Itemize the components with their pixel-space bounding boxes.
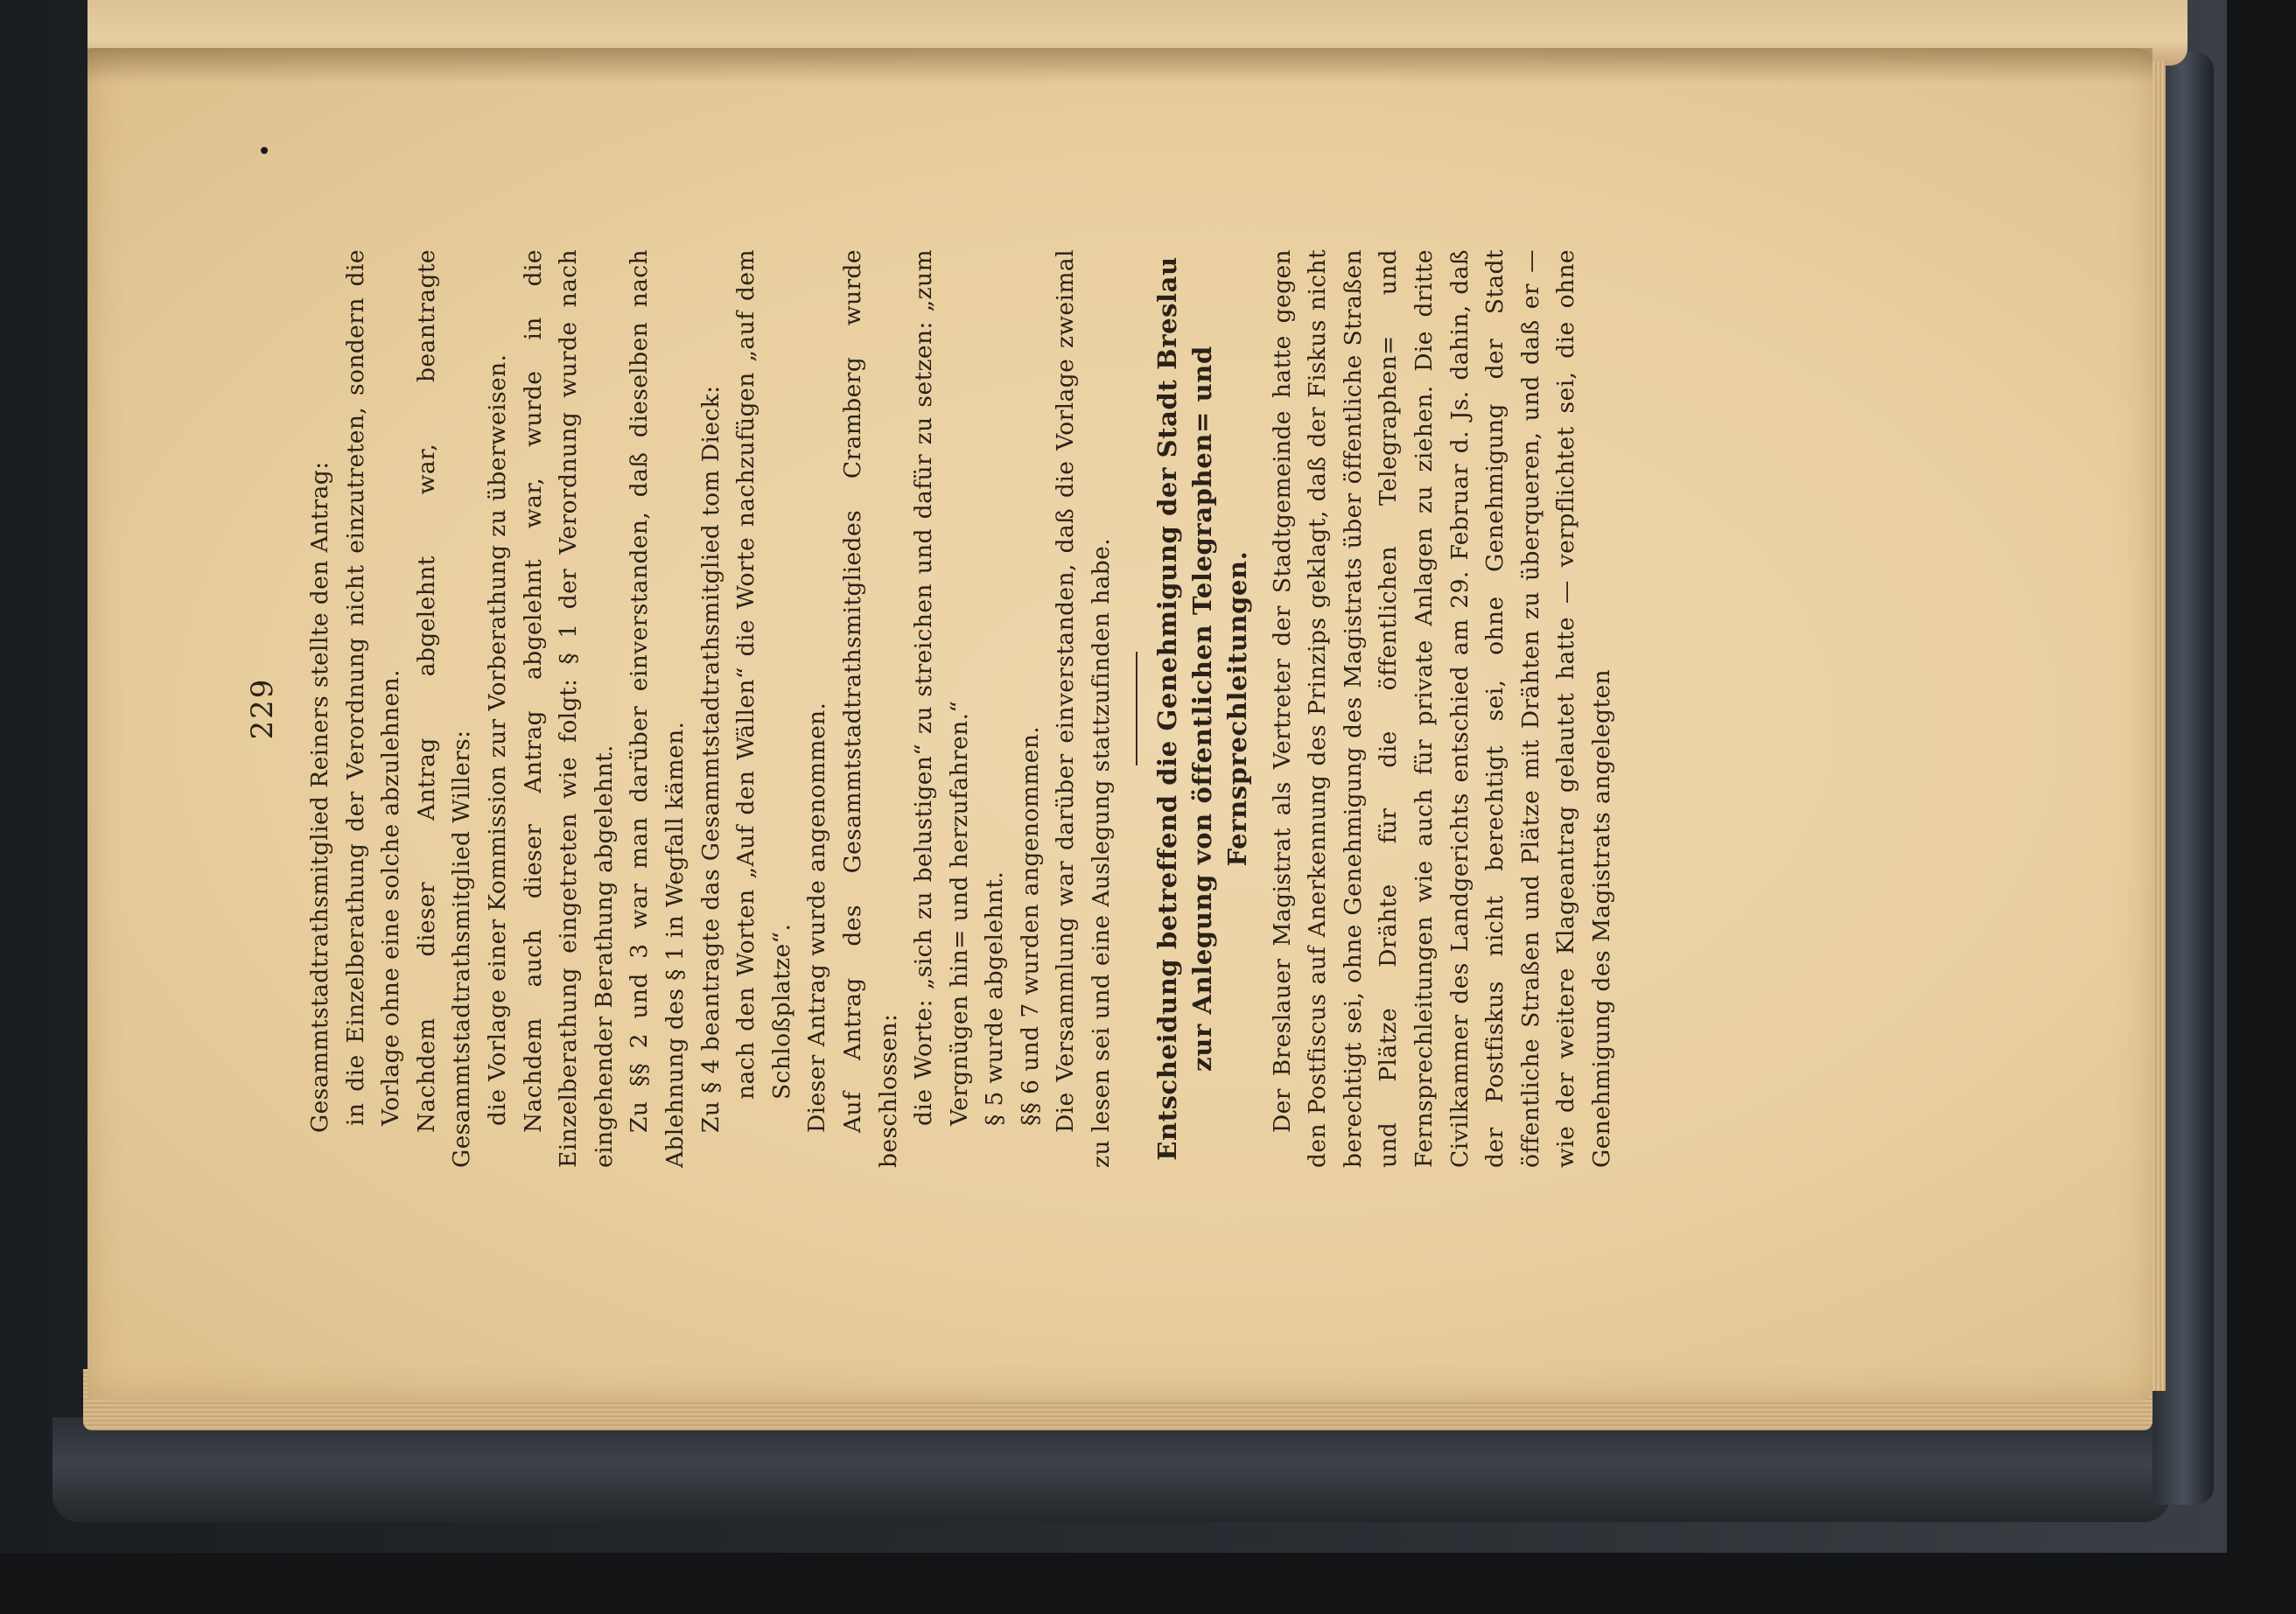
book-cover-edge-bottom bbox=[52, 1417, 2170, 1522]
paragraph: Gesammtstadtrathsmitglied Reiners stellte den Antrag: bbox=[306, 461, 333, 1133]
paragraph-quote: die Vorlage einer Kommission zur Vorberathung zu überweisen. bbox=[483, 353, 511, 1126]
paragraph: Nachdem auch dieser Antrag abgelehnt war, wurde in die Einzelberathung eingetreten wie folgt: § 1 der Verordnung wurde nach eingehender Berathung abgelehnt. bbox=[519, 249, 618, 1168]
paragraph: § 5 wurde abgelehnt. bbox=[981, 870, 1009, 1126]
spine-shadow bbox=[88, 48, 2152, 83]
page-text-rotated bbox=[245, 249, 1615, 1168]
paragraph-quote: die Worte: „sich zu belustigen“ zu streichen und dafür zu setzen: „zum Vergnügen hin= und herzufahren.“ bbox=[910, 249, 973, 1126]
paragraph: Zu §§ 2 und 3 war man darüber einverstanden, daß dieselben nach Ablehnung des § 1 in Wegfall kämen. bbox=[626, 249, 689, 1168]
paragraph: Der Breslauer Magistrat als Vertreter der Stadtgemeinde hatte gegen den Postfiscus auf Anerkennung des Prinzips geklagt, daß der Fiskus nicht berechtigt sei, ohne Genehmigung des Magistrats über öffentliche Straßen und Plätze Drähte für die öffentlichen Telegraphen= und Fernsprechleitungen wie auch für private Anlagen zu ziehen. Die dritte Civilkammer des Landgerichts entschied am 29. Februar d. Js. dahin, daß der Postfiskus nicht berechtigt sei, ohne Genehmigung der Stadt öffentliche Straßen und Plätze mit Drähten zu überqueren, und daß er — wie der weitere Klageantrag gelautet hatte — verpflichtet sei, die ohne Genehmigung des Magistrats angelegten bbox=[1268, 249, 1615, 1168]
paragraph: Zu § 4 beantragte das Gesammtstadtrathsmitglied tom Dieck: bbox=[696, 385, 724, 1133]
page-number: 229 bbox=[245, 677, 280, 740]
paragraph: Auf Antrag des Gesammtstadtrathsmitgliedes Cramberg wurde beschlossen: bbox=[838, 249, 902, 1168]
paragraph-quote: nach den Worten „Auf den Wällen“ die Worte nachzufügen „auf dem Schloßplatze“. bbox=[732, 249, 795, 1100]
paragraph: Nachdem dieser Antrag abgelehnt war, beantragte Gesammtstadtrathsmitglied Willers: bbox=[412, 249, 476, 1168]
paragraph: Dieser Antrag wurde angenommen. bbox=[803, 702, 831, 1133]
speck-mark bbox=[261, 147, 268, 154]
paragraph: §§ 6 und 7 wurden angenommen. bbox=[1016, 725, 1044, 1126]
paragraph-quote: in die Einzelberathung der Verordnung nicht einzutreten, sondern die Vorlage ohne eine solche abzulehnen. bbox=[341, 249, 405, 1126]
section-divider bbox=[1136, 652, 1138, 765]
paragraph: Die Versammlung war darüber einverstanden, daß die Vorlage zweimal zu lesen sei und eine Auslegung stattzufinden habe. bbox=[1052, 249, 1116, 1168]
section-heading: Entscheidung betreffend die Genehmigung der Stadt Breslau zur Anlegung von öffentlichen Telegraphen= und Fernsprechleitungen. bbox=[1152, 256, 1252, 1161]
